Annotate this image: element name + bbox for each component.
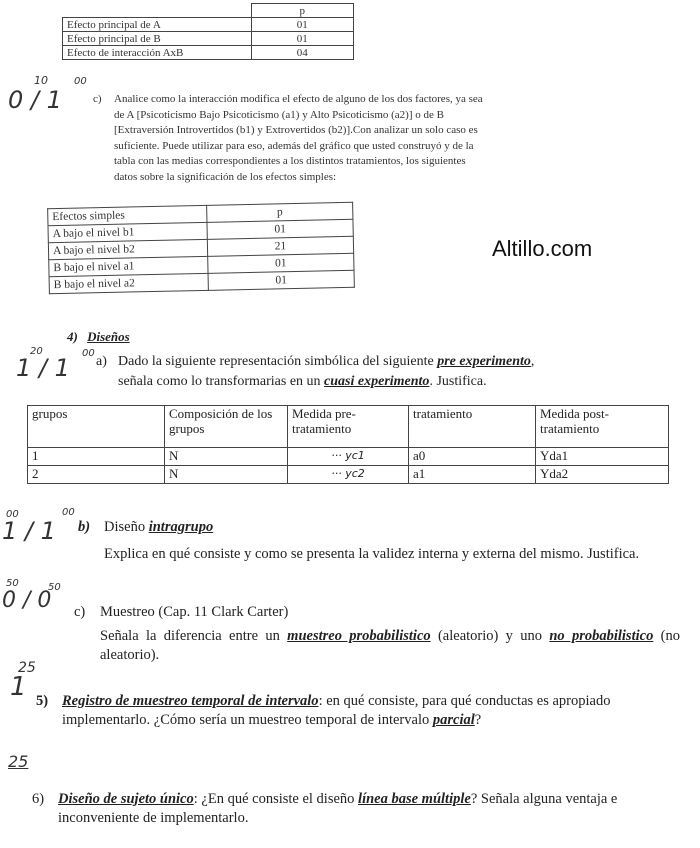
table-cell: 01 bbox=[251, 32, 354, 46]
handwritten-score-4c bbox=[0, 578, 80, 618]
table-cell: Yda1 bbox=[536, 448, 669, 466]
handwritten-score-4a bbox=[12, 340, 95, 382]
emphasis: pre experimento bbox=[437, 354, 531, 369]
score-mark: 1 bbox=[10, 672, 27, 702]
table-cell bbox=[63, 4, 252, 18]
emphasis: Registro de muestreo temporal de intervalo bbox=[62, 693, 319, 709]
watermark: Altillo.com bbox=[492, 236, 593, 261]
table-header: p bbox=[207, 202, 353, 222]
table-header: Medida post-tratamiento bbox=[536, 406, 669, 448]
text: Dado la siguiente representación simbólica del siguiente bbox=[118, 354, 438, 369]
table-cell: 01 bbox=[208, 270, 354, 290]
section-number: 4) bbox=[67, 329, 78, 344]
table-header-p: p bbox=[251, 4, 354, 18]
table-row bbox=[28, 448, 669, 466]
item-4b-label: b) bbox=[78, 519, 91, 535]
text: , bbox=[530, 354, 535, 369]
table-header: grupos bbox=[28, 406, 165, 448]
table-cell: 04 bbox=[251, 46, 354, 60]
table-header: Composición de los grupos bbox=[165, 406, 288, 448]
simple-effects-table bbox=[47, 202, 355, 294]
text: señala como lo transformarias en un bbox=[118, 374, 325, 389]
item-4b-body: Explica en qué consiste y como se presenta la validez interna y externa del mismo. Justifica. bbox=[104, 546, 640, 562]
text-line: datos sobre la significación de los efectos simples: bbox=[114, 170, 337, 183]
table-cell: a1 bbox=[409, 466, 536, 484]
table-cell: B bajo el nivel a2 bbox=[49, 273, 208, 293]
handwritten-score-c bbox=[4, 74, 87, 118]
table-cell: Efecto principal de B bbox=[63, 32, 252, 46]
table-cell: 01 bbox=[251, 18, 354, 32]
text: Señala la diferencia entre un bbox=[100, 628, 288, 644]
score-mark: 1 / 1 bbox=[16, 354, 70, 382]
text-line bbox=[118, 372, 638, 392]
item-4a-label: a) bbox=[96, 354, 107, 369]
emphasis: línea base múltiple bbox=[358, 791, 471, 807]
table-cell: 1 bbox=[28, 448, 165, 466]
table-cell: A bajo el nivel b2 bbox=[48, 239, 207, 259]
score-value: 00 bbox=[74, 76, 87, 87]
handwritten-score-4b bbox=[0, 505, 90, 545]
table-cell-handwritten: ··· yc2 bbox=[288, 466, 409, 484]
table-row bbox=[28, 466, 669, 484]
table-cell: N bbox=[165, 448, 288, 466]
text-line: de A [Psicoticismo Bajo Psicoticismo (a1) y Alto Psicoticismo (a2)] o de B bbox=[114, 108, 444, 121]
table-header: Efectos simples bbox=[48, 205, 207, 225]
table-row bbox=[63, 46, 354, 60]
score-mark: 0 / 0 bbox=[2, 588, 52, 613]
text: (aleatorio) y uno bbox=[430, 628, 550, 644]
handwritten-score-6 bbox=[6, 752, 46, 782]
handwritten-score-5 bbox=[8, 660, 58, 710]
text: . Justifica. bbox=[429, 374, 487, 389]
score-value: 00 bbox=[62, 507, 75, 518]
text: ? Señala alguna ventaja e inconveniente de implementarlo. bbox=[58, 791, 618, 826]
emphasis: intragrupo bbox=[148, 519, 214, 535]
score-value: 25 bbox=[8, 752, 29, 771]
item-c-text bbox=[114, 92, 654, 185]
emphasis: muestreo probabilistico bbox=[287, 628, 431, 644]
design-table bbox=[27, 405, 669, 484]
item-4c-title: Muestreo (Cap. 11 Clark Carter) bbox=[100, 604, 289, 620]
table-row bbox=[63, 18, 354, 32]
text-line: Analice como la interacción modifica el efecto de alguno de los dos factores, ya sea bbox=[114, 93, 483, 105]
text-line bbox=[118, 352, 638, 372]
score-top: 00 bbox=[6, 509, 19, 520]
score-top: 50 bbox=[6, 578, 19, 589]
table-cell: 21 bbox=[207, 236, 353, 256]
table-header-row bbox=[28, 406, 669, 448]
item-6-number: 6) bbox=[32, 791, 45, 807]
text-line: [Extraversión Introvertidos (b1) y Extrovertidos (b2)].Con analizar un solo caso es bbox=[114, 124, 478, 136]
table-row bbox=[63, 32, 354, 46]
emphasis: parcial bbox=[432, 712, 475, 728]
item-4a-text bbox=[118, 352, 638, 392]
table-row bbox=[63, 4, 354, 18]
item-5-text bbox=[62, 692, 688, 730]
effects-table bbox=[62, 3, 354, 60]
emphasis: cuasi experimento bbox=[324, 374, 430, 389]
table-header: tratamiento bbox=[409, 406, 536, 448]
table-cell: 01 bbox=[208, 253, 354, 273]
table-cell: a0 bbox=[409, 448, 536, 466]
table-cell: Efecto de interacción AxB bbox=[63, 46, 252, 60]
score-value: 00 bbox=[82, 348, 95, 359]
table-header: Medida pre-tratamiento bbox=[288, 406, 409, 448]
table-cell-handwritten: ··· yc1 bbox=[288, 448, 409, 466]
table-cell: A bajo el nivel b1 bbox=[48, 222, 207, 242]
table-cell: 2 bbox=[28, 466, 165, 484]
item-c-label: c) bbox=[93, 93, 102, 105]
text-line: suficiente. Puede utilizar para eso, además del gráfico que usted construyó y de la bbox=[114, 139, 474, 152]
text: : ¿En qué consiste el diseño bbox=[193, 791, 359, 807]
item-6-text bbox=[58, 790, 690, 828]
score-value: 50 bbox=[48, 582, 61, 593]
table-cell: 01 bbox=[207, 219, 353, 239]
text: : en qué consiste, para qué conductas es apropiado implementarlo. ¿Cómo sería un muestreo temporal de intervalo bbox=[62, 693, 611, 728]
section-title: Diseños bbox=[87, 329, 130, 344]
table-cell: Efecto principal de A bbox=[63, 18, 252, 32]
score-mark: 0 / 1 bbox=[8, 86, 62, 114]
text-line: tabla con las medias correspondientes a los distintos tratamientos, los siguientes bbox=[114, 155, 466, 167]
table-cell: B bajo el nivel a1 bbox=[49, 256, 208, 276]
score-top: 20 bbox=[30, 346, 43, 357]
emphasis: no probabilistico bbox=[549, 628, 654, 644]
item-5-number: 5) bbox=[36, 693, 49, 709]
emphasis: Diseño de sujeto único bbox=[58, 791, 194, 807]
table-cell: N bbox=[165, 466, 288, 484]
item-4b-title bbox=[104, 518, 213, 537]
item-4c-label: c) bbox=[74, 604, 86, 620]
score-value: 25 bbox=[18, 660, 36, 676]
score-top: 10 bbox=[34, 74, 48, 87]
table-cell: Yda2 bbox=[536, 466, 669, 484]
text: (no aleatorio). bbox=[100, 628, 680, 663]
text: ? bbox=[474, 712, 482, 728]
item-4c-body bbox=[100, 627, 680, 665]
text: Diseño bbox=[104, 519, 149, 535]
score-mark: 1 / 1 bbox=[2, 517, 56, 545]
